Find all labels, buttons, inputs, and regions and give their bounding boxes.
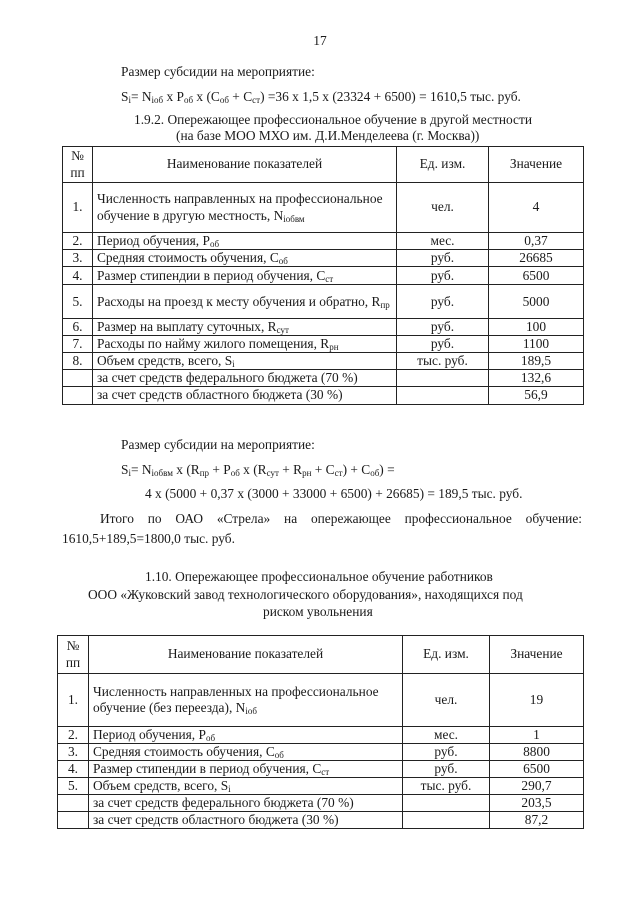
header-value: Значение xyxy=(489,147,584,183)
header-value: Значение xyxy=(490,636,584,674)
section-subtitle-192: (на базе МОО МХО им. Д.И.Менделеева (г. Москва)) xyxy=(176,128,480,143)
table-header-row xyxy=(63,147,584,183)
section-title-110-line3: риском увольнения xyxy=(263,604,373,619)
table-row: 5. Объем средств, всего, $S_i$ тыс. руб. 290,7 xyxy=(58,778,584,795)
table-row: 3. Средняя стоимость обучения, $C_{об}$ руб. 26685 xyxy=(63,250,584,267)
table-indicators-1 xyxy=(62,146,584,405)
formula-2-calc: 4 х (5000 + 0,37 х (3000 + 33000 + 6500) + 26685) = 189,5 тыс. руб. xyxy=(145,486,523,501)
total-line-2: 1610,5+189,5=1800,0 тыс. руб. xyxy=(62,531,235,546)
header-num: № пп xyxy=(63,147,93,183)
table-row: 2. Период обучения, $P_{об}$ мес. 0,37 xyxy=(63,233,584,250)
header-name: Наименование показателей xyxy=(93,147,397,183)
section-title-192: 1.9.2. Опережающее профессиональное обучение в другой местности xyxy=(134,112,532,127)
total-line-1: Итого по ОАО «Стрела» на опережающее профессиональное обучение: xyxy=(100,511,582,526)
table-row: 1. Численность направленных на профессиональное обучение в другую местность, $N_{iобвм}$ чел. 4 xyxy=(63,183,584,233)
table-row: 8. Объем средств, всего, $S_i$ тыс. руб. 189,5 xyxy=(63,353,584,370)
header-unit: Ед. изм. xyxy=(403,636,490,674)
subsidy-label-2: Размер субсидии на мероприятие: xyxy=(121,437,315,452)
table-row: за счет средств федерального бюджета (70 %) 203,5 xyxy=(58,795,584,812)
table-row: 7. Расходы по найму жилого помещения, $R_{рн}$ руб. 1100 xyxy=(63,336,584,353)
section-title-110-line2: ООО «Жуковский завод технологического оборудования», находящихся под xyxy=(88,587,523,602)
table-row: за счет средств областного бюджета (30 %) 56,9 xyxy=(63,387,584,404)
table-row: за счет средств федерального бюджета (70 %) 132,6 xyxy=(63,370,584,387)
table-row: 5. Расходы на проезд к месту обучения и обратно, $R_{пр}$ руб. 5000 xyxy=(63,285,584,319)
page-number: 17 xyxy=(313,33,327,48)
table-row: 4. Размер стипендии в период обучения, $C_{ст}$ руб. 6500 xyxy=(58,761,584,778)
header-name: Наименование показателей xyxy=(89,636,403,674)
table-row: 4. Размер стипендии в период обучения, $C_{ст}$ руб. 6500 xyxy=(63,267,584,285)
table-header-row xyxy=(58,636,584,674)
formula-1: $S_i= N_{iоб}$ х $P_{об}$ х $(C_{об} + C_{ст}) =36$ х 1,5 х (23324 + 6500) = 1610,5 тыс. руб. xyxy=(121,89,521,105)
subsidy-label-1: Размер субсидии на мероприятие: xyxy=(121,64,315,79)
table-row: 6. Размер на выплату суточных, $R_{сут}$ руб. 100 xyxy=(63,319,584,336)
header-unit: Ед. изм. xyxy=(397,147,489,183)
section-title-110: 1.10. Опережающее профессиональное обучение работников xyxy=(145,569,493,584)
table-row: за счет средств областного бюджета (30 %) 87,2 xyxy=(58,812,584,829)
table-row: 2. Период обучения, $P_{об}$ мес. 1 xyxy=(58,727,584,744)
formula-2: $S_i= N_{iобвм}$ х ($R_{пр} + P_{об}$ х $(R_{сут} + R_{рн} + C_{ст}) + C_{об}$) = xyxy=(121,462,395,478)
header-num: № пп xyxy=(58,636,89,674)
table-row: 3. Средняя стоимость обучения, $C_{об}$ руб. 8800 xyxy=(58,744,584,761)
table-indicators-2 xyxy=(57,635,584,829)
table-row: 1. Численность направленных на профессиональное обучение (без переезда), $N_{iоб}$ чел. 19 xyxy=(58,674,584,727)
